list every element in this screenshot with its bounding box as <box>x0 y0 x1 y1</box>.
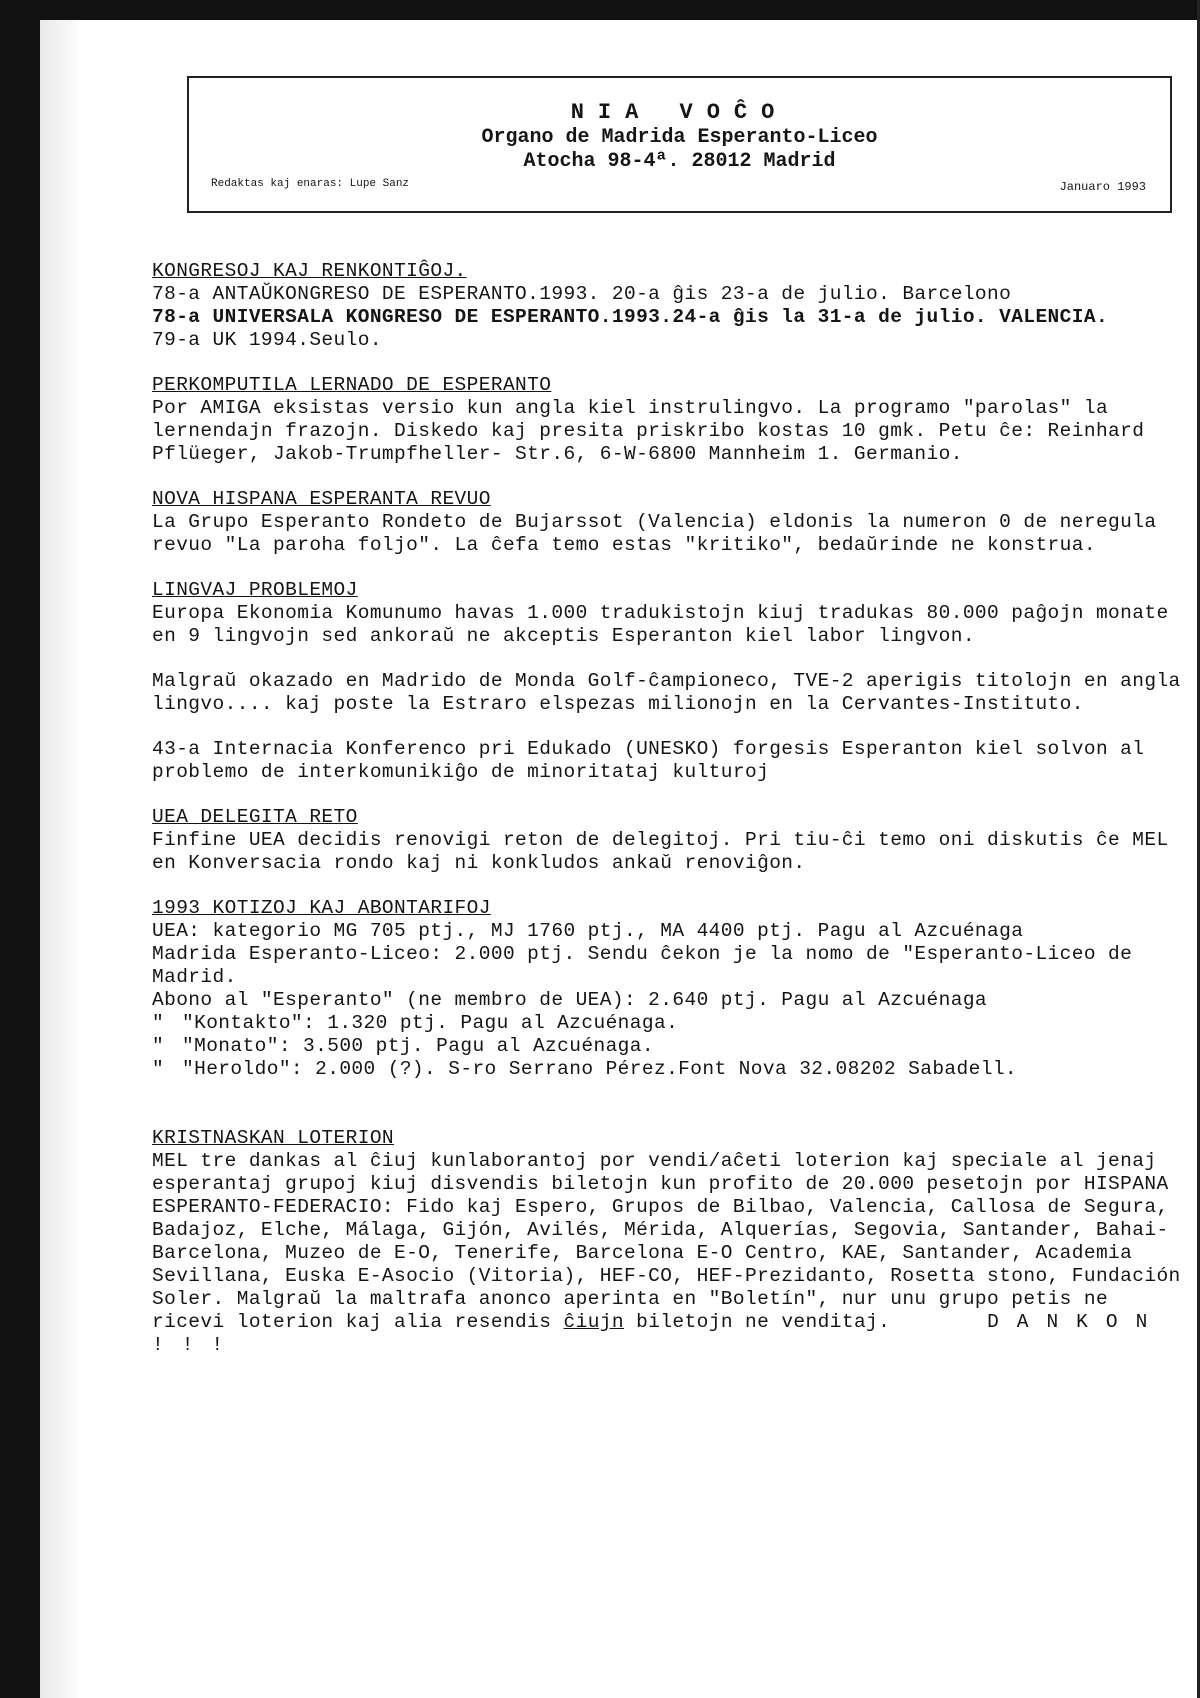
section-heading: LINGVAJ PROBLEMOJ <box>152 579 358 601</box>
ditto-mark: " <box>152 1035 165 1057</box>
congress-line-1: 78-a ANTAŬKONGRESO DE ESPERANTO.1993. 20-a ĝis 23-a de julio. Barcelono <box>152 283 1012 305</box>
section-kongresoj <box>152 260 1192 352</box>
fee-kontakto: "Kontakto": 1.320 ptj. Pagu al Azcuénaga. <box>182 1012 679 1034</box>
fee-monato: "Monato": 3.500 ptj. Pagu al Azcuénaga. <box>182 1035 654 1057</box>
scan-border-left <box>0 0 40 1698</box>
fee-mel: Madrida Esperanto-Liceo: 2.000 ptj. Sendu ĉekon je la nomo de "Esperanto-Liceo de Madrid. <box>152 943 1133 988</box>
section-text: 43-a Internacia Konferenco pri Edukado (UNESKO) forgesis Esperanton kiel solvon al problemo de interkomunikiĝo de minoritataj kulturoj <box>152 738 1145 783</box>
section-heading: KRISTNASKAN LOTERION <box>152 1127 395 1149</box>
lottery-text: MEL tre dankas al ĉiuj kunlaborantoj por vendi/aĉeti loterion kaj speciale al jenaj esperantaj grupoj kiuj disvendis biletojn kun profito de 20.000 pesetojn por HISPANA ESPERANTO-FEDERACIO: Fido kaj Espero, Grupos de Bilbao, Valencia, Callosa de Segura, Badajoz, Elche, Málaga, Gijón, Avilés, Mérida, Alquerías, Segovia, Santander, Bahai-Barcelona, Muzeo de E-O, Tenerife, Barcelona E-O Centro, KAE, Santander, Academia Sevillana, Euska E-Asocio (Vitoria), HEF-CO, HEF-Prezidanto, Rosetta stono, Fundación Soler. Malgraŭ la maltrafa anonco aperinta en "Boletín", nur unu grupo petis ne ricevi loterion kaj alia resendis <box>152 1150 1181 1333</box>
thanks-text: DANKON !!! <box>152 1311 1166 1356</box>
section-heading: NOVA HISPANA ESPERANTA REVUO <box>152 488 491 510</box>
newsletter-title: NIA VOĈO <box>570 100 789 125</box>
congress-line-2: 78-a UNIVERSALA KONGRESO DE ESPERANTO.1993.24-a ĝis la 31-a de julio. VALENCIA. <box>152 306 1109 328</box>
section-heading: UEA DELEGITA RETO <box>152 806 358 828</box>
editor-credit: Redaktas kaj enaras: Lupe Sanz <box>211 178 410 190</box>
section-heading: 1993 KOTIZOJ KAJ ABONTARIFOJ <box>152 897 491 919</box>
fee-kontakto-row <box>152 1012 1192 1035</box>
fee-uea: UEA: kategorio MG 705 ptj., MJ 1760 ptj., MA 4400 ptj. Pagu al Azcuénaga <box>152 920 1024 942</box>
section-text <box>152 1150 1192 1357</box>
section-heading: KONGRESOJ KAJ RENKONTIĜOJ. <box>152 260 467 282</box>
section-lingvaj <box>152 579 1192 784</box>
section-revuo <box>152 488 1192 557</box>
lottery-text-end: biletojn ne venditaj. <box>636 1311 891 1333</box>
section-text: Por AMIGA eksistas versio kun angla kiel instrulingvo. La programo "parolas" la lernendajn frazojn. Diskedo kaj presita priskribo kostas 10 gmk. Petu ĉe: Reinhard Pflüeger, Jakob-Trumpfheller- Str.6, 6-W-6800 Mannheim 1. Germanio. <box>152 397 1145 465</box>
fee-heroldo: "Heroldo": 2.000 (?). S-ro Serrano Pérez.Font Nova 32.08202 Sabadell. <box>182 1058 1018 1080</box>
lottery-emphasis: ĉiujn <box>563 1311 624 1333</box>
newsletter-address: Atocha 98-4ª. 28012 Madrid <box>523 150 836 173</box>
section-text: Malgraŭ okazado en Madrido de Monda Golf-ĉampioneco, TVE-2 aperigis titolojn en angla lingvo.... kaj poste la Estraro elspezas milionojn en la Cervantes-Instituto. <box>152 670 1181 715</box>
fee-monato-row <box>152 1035 1192 1058</box>
fee-abono: Abono al "Esperanto" (ne membro de UEA): 2.640 ptj. Pagu al Azcuénaga <box>152 989 988 1011</box>
congress-line-3: 79-a UK 1994.Seulo. <box>152 329 382 351</box>
scan-border-top <box>0 0 1200 20</box>
ditto-mark: " <box>152 1058 165 1080</box>
section-text: La Grupo Esperanto Rondeto de Bujarssot (Valencia) eldonis la numeron 0 de neregula revuo "La paroha foljo". La ĉefa temo estas "kritiko", bedaŭrinde ne konstrua. <box>152 511 1157 556</box>
section-text: Finfine UEA decidis renovigi reton de delegitoj. Pri tiu-ĉi temo oni diskutis ĉe MEL en Konversacia rondo kaj ni konkludos ankaŭ renoviĝon. <box>152 829 1169 874</box>
spacer <box>152 1103 1192 1127</box>
page-fold-shadow <box>40 20 78 1698</box>
issue-date: Januaro 1993 <box>1059 180 1146 194</box>
section-loterio <box>152 1127 1192 1357</box>
section-kotizoj <box>152 897 1192 1081</box>
section-text: Europa Ekonomia Komunumo havas 1.000 tradukistojn kiuj tradukas 80.000 paĝojn monate en 9 lingvojn sed ankoraŭ ne akceptis Esperanton kiel labor lingvon. <box>152 602 1169 647</box>
ditto-mark: " <box>152 1012 165 1034</box>
article-body <box>152 260 1192 1379</box>
section-uea-reto <box>152 806 1192 875</box>
newsletter-subtitle: Organo de Madrida Esperanto-Liceo <box>481 126 878 149</box>
section-heading: PERKOMPUTILA LERNADO DE ESPERANTO <box>152 374 552 396</box>
masthead <box>187 76 1172 213</box>
section-perkomputila <box>152 374 1192 466</box>
fee-heroldo-row <box>152 1058 1192 1081</box>
